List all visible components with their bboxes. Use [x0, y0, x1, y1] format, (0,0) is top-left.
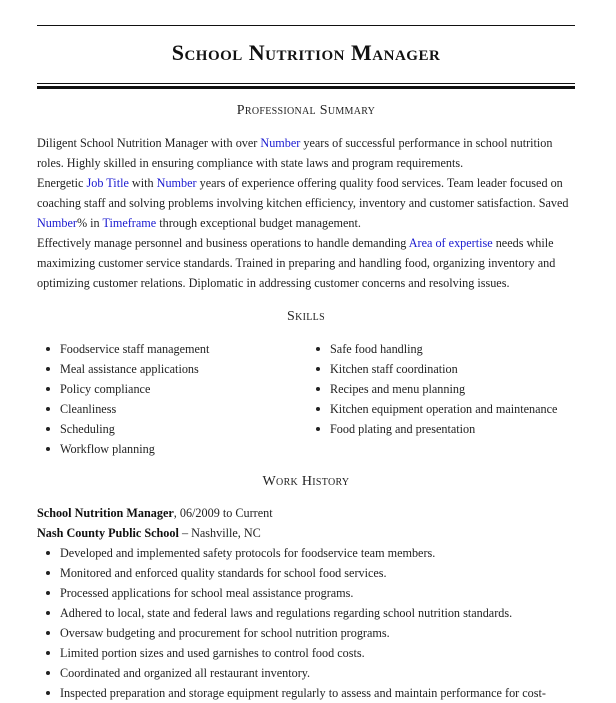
company-line	[37, 523, 582, 543]
placeholder-timeframe[interactable]: Timeframe	[102, 216, 157, 230]
skill-item: Meal assistance applications	[37, 359, 307, 379]
company-name: Nash County Public School	[37, 526, 179, 540]
skill-item: Cleanliness	[37, 399, 307, 419]
placeholder-job-title[interactable]: Job Title	[86, 176, 129, 190]
section-title-summary: Professional Summary	[236, 103, 376, 118]
skill-item: Food plating and presentation	[307, 419, 557, 439]
job-bullet: Limited portion sizes and used garnishes to control food costs.	[37, 643, 582, 663]
job-dates: , 06/2009 to Current	[173, 506, 273, 520]
skill-item: Safe food handling	[307, 339, 557, 359]
skills-section	[37, 339, 582, 459]
skill-item: Kitchen equipment operation and maintenance	[307, 399, 557, 419]
text: years of successful performance in school nutrition roles. Highly skilled in ensuring compliance with state laws and program requirements.	[37, 136, 553, 170]
skill-item: Workflow planning	[37, 439, 307, 459]
job-bullet: Monitored and enforced quality standards for school food services.	[37, 563, 582, 583]
section-title-work-history: Work History	[262, 474, 350, 489]
skills-column-1	[37, 339, 307, 459]
skill-item: Recipes and menu planning	[307, 379, 557, 399]
placeholder-number[interactable]: Number	[260, 136, 301, 150]
section-title-skills: Skills	[287, 309, 325, 324]
text: needs while maximizing customer service standards. Trained in preparing and handling food, organizing inventory and optimizing customer relations. Diplomatic in addressing customer concerns and resolving issues.	[37, 236, 556, 290]
text: Energetic	[37, 176, 87, 190]
job-bullet: Coordinated and organized all restaurant inventory.	[37, 663, 582, 683]
summary-paragraph	[37, 133, 582, 173]
candidate-title: School Nutrition Manager	[171, 40, 441, 65]
header-bottom-rule-thick	[37, 86, 575, 89]
job-bullet: Adhered to local, state and federal laws and regulations regarding school nutrition standards.	[37, 603, 582, 623]
summary-section	[37, 133, 582, 293]
company-location: – Nashville, NC	[178, 526, 261, 540]
text: with	[128, 176, 157, 190]
job-bullets	[37, 543, 582, 703]
job-bullet: Developed and implemented safety protocols for foodservice team members.	[37, 543, 582, 563]
text: % in	[76, 216, 103, 230]
skill-item: Policy compliance	[37, 379, 307, 399]
skills-column-2	[307, 339, 557, 459]
skill-item: Foodservice staff management	[37, 339, 307, 359]
summary-paragraph	[37, 233, 582, 293]
job-entry	[37, 503, 582, 703]
placeholder-area-of-expertise[interactable]: Area of expertise	[408, 236, 493, 250]
header-top-rule	[37, 25, 575, 26]
text: Effectively manage personnel and business operations to handle demanding	[37, 236, 409, 250]
job-bullet: Inspected preparation and storage equipment regularly to assess and maintain performance for cost-	[37, 683, 582, 703]
text: through exceptional budget management.	[156, 216, 361, 230]
placeholder-number[interactable]: Number	[37, 216, 77, 230]
header-bottom-rule-thin	[37, 83, 575, 84]
job-bullet: Processed applications for school meal assistance programs.	[37, 583, 582, 603]
skill-item: Scheduling	[37, 419, 307, 439]
placeholder-number[interactable]: Number	[156, 176, 197, 190]
summary-paragraph	[37, 173, 582, 233]
skill-item: Kitchen staff coordination	[307, 359, 557, 379]
job-title-line	[37, 503, 582, 523]
text: years of experience offering quality food services. Team leader focused on coaching staff and solving problems involving kitchen efficiency, inventory and customer satisfaction. Saved	[37, 176, 569, 210]
job-title: School Nutrition Manager	[37, 506, 174, 520]
text: Diligent School Nutrition Manager with over	[37, 136, 261, 150]
job-bullet: Oversaw budgeting and procurement for school nutrition programs.	[37, 623, 582, 643]
